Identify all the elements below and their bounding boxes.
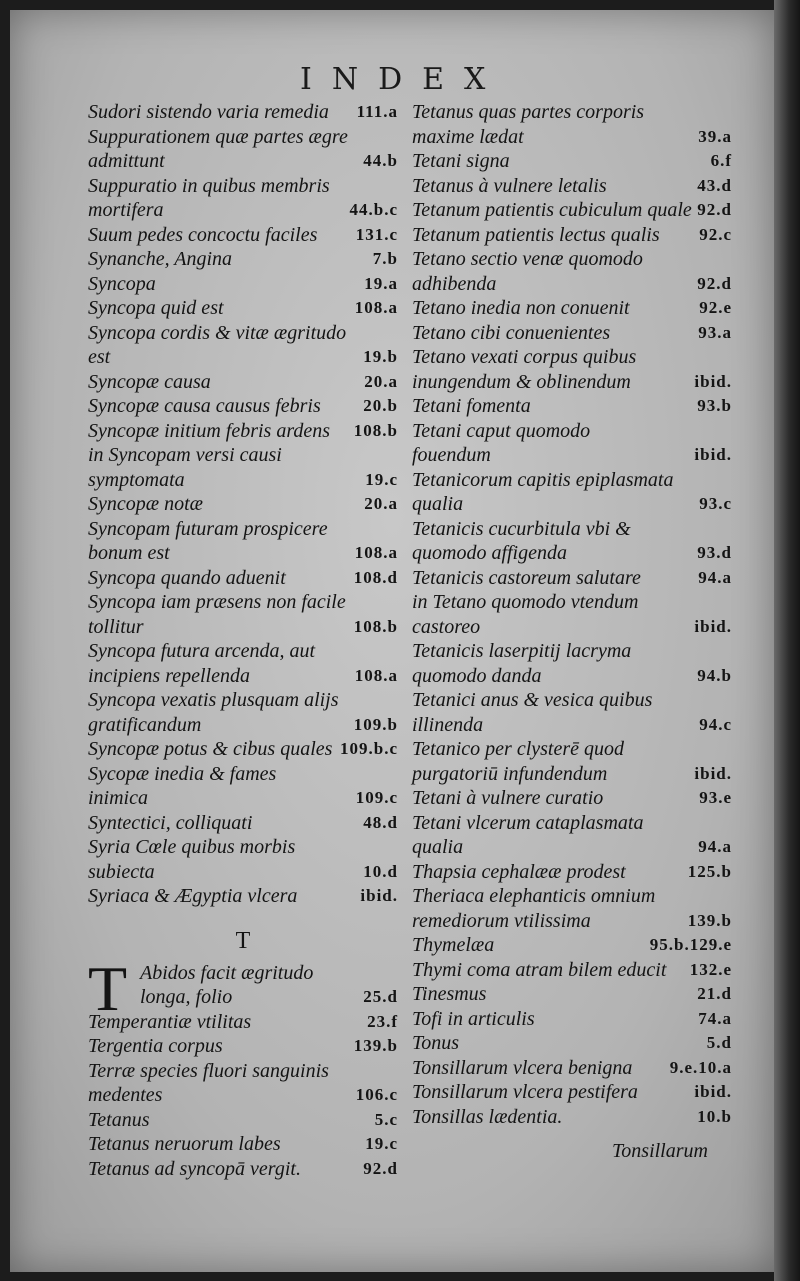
entry-text: Tetanicis laserpitij lacryma quomodo danda <box>412 640 632 687</box>
entry-ref: 5.c <box>374 1109 398 1129</box>
index-entry <box>88 590 398 639</box>
index-entry <box>88 272 398 297</box>
entry-text: Theriaca elephanticis omnium remediorum vtilissima <box>412 885 656 932</box>
entry-text: Terræ species fluori sanguinis medentes <box>88 1059 329 1106</box>
entry-ref: 92.d <box>363 1158 398 1178</box>
entry-ref: 109.b.c <box>340 739 398 758</box>
entry-text: Syncopam futuram prospicere bonum est <box>88 517 328 564</box>
entry-text: Syncopa iam præsens non facile tollitur <box>88 591 346 638</box>
index-entry <box>412 345 732 394</box>
entry-text: Tetanus neruorum labes <box>88 1133 281 1155</box>
entry-ref: 92.d <box>697 273 732 293</box>
entry-ref: 111.a <box>356 102 398 121</box>
index-entry <box>412 933 732 958</box>
entry-text: Tetani signa <box>412 150 510 172</box>
entry-text: Syria Cœle quibus morbis subiecta <box>88 836 296 883</box>
entry-text: Tetani vlcerum cataplasmata qualia <box>412 811 644 858</box>
entry-text: Syncopa vexatis plusquam alijs gratificandum <box>88 689 339 736</box>
entry-text: Tetanicis cucurbitula vbi & quomodo affigenda <box>412 517 631 564</box>
entry-ref: 93.d <box>697 543 732 562</box>
index-entry <box>88 566 398 591</box>
entry-ref: 93.c <box>699 494 732 513</box>
index-entry <box>412 639 732 688</box>
entry-ref: ibid. <box>694 616 732 636</box>
index-entry <box>412 394 732 419</box>
entry-ref: 10.d <box>363 861 398 881</box>
entry-text: Syncopa quando aduenit <box>88 566 286 589</box>
entry-text: Syncopæ notæ <box>88 493 203 515</box>
entry-ref: 9.e.10.a <box>669 1057 732 1077</box>
entry-text: Tonsillas lædentia. <box>412 1105 563 1128</box>
index-entry <box>412 198 732 223</box>
index-entry <box>88 100 398 125</box>
entry-text: Tetano vexati corpus quibus inungendum & oblinendum <box>412 346 637 393</box>
catchword: Tonsillarum <box>612 1140 708 1162</box>
index-entry <box>412 566 732 591</box>
entry-ref: 106.c <box>355 1085 398 1104</box>
entry-text: Suppurationem quæ partes ægre admittunt <box>88 125 348 172</box>
entry-ref: 139.b <box>687 910 732 930</box>
entry-ref: 108.a <box>354 543 398 562</box>
book-gutter-shadow <box>774 0 800 1281</box>
entry-ref: 108.a <box>354 665 398 685</box>
entry-text: Tetanicis castoreum salutare <box>412 566 641 589</box>
entry-ref: 23.f <box>367 1011 398 1031</box>
entry-text: Tetanus <box>88 1108 150 1131</box>
index-entry <box>412 1007 732 1032</box>
index-entry <box>412 688 732 737</box>
entry-text: Tetanus ad syncopā vergit. <box>88 1157 301 1180</box>
entry-text: Tetani fomenta <box>412 395 531 417</box>
entry-ref: 20.a <box>364 494 398 513</box>
entry-ref: 93.a <box>698 322 732 342</box>
index-entry <box>88 370 398 395</box>
entry-text: Tofi in articulis <box>412 1007 535 1030</box>
entry-ref: 6.f <box>710 151 732 170</box>
entry-ref: 25.d <box>363 987 398 1006</box>
entry-ref: 44.b <box>363 151 398 170</box>
entry-ref: 20.a <box>364 371 398 391</box>
index-entry <box>88 884 398 909</box>
entry-ref: 131.c <box>355 224 398 244</box>
index-entry <box>88 1157 398 1182</box>
entry-ref: 48.d <box>363 812 398 832</box>
entry-text: Tonsillarum vlcera benigna <box>412 1056 633 1079</box>
index-entry <box>412 321 732 346</box>
entry-ref: 95.b.129.e <box>649 935 732 954</box>
entry-ref: ibid. <box>694 445 732 464</box>
index-entry <box>412 419 732 468</box>
entry-text: Syncopa <box>88 272 156 295</box>
entry-text: Syntectici, colliquati <box>88 811 253 834</box>
index-entry <box>88 247 398 272</box>
entry-text: Tonsillarum vlcera pestifera <box>412 1081 638 1103</box>
entry-text: Syncopæ causa <box>88 370 211 393</box>
entry-ref: 19.a <box>364 273 398 293</box>
entry-ref: 74.a <box>698 1008 732 1028</box>
entry-text: Suppuratio in quibus membris mortifera <box>88 174 330 221</box>
entry-text: Tergentia corpus <box>88 1035 223 1057</box>
index-column-left <box>88 100 398 1181</box>
entry-ref: 94.c <box>699 714 732 734</box>
entry-text: Syncopæ causa causus febris <box>88 395 321 417</box>
entry-text: Tetani caput quomodo fouendum <box>412 419 591 466</box>
index-entry <box>412 149 732 174</box>
entry-text: Sycopæ inedia & fames inimica <box>88 762 277 809</box>
entry-text: Syncopa futura arcenda, aut incipiens repellenda <box>88 640 316 687</box>
index-entry <box>88 737 398 762</box>
entry-text: Suum pedes concoctu faciles <box>88 223 318 246</box>
index-entry <box>412 247 732 296</box>
entry-text: in Syncopam versi causi symptomata <box>88 444 282 491</box>
entry-ref: 5.d <box>706 1033 732 1052</box>
entry-text: Tetanicorum capitis epiplasmata qualia <box>412 468 674 515</box>
index-entry <box>412 1105 732 1130</box>
index-entry <box>88 223 398 248</box>
index-entry <box>412 982 732 1007</box>
entry-text: Thymi coma atram bilem educit <box>412 958 667 981</box>
entry-text: Sudori sistendo varia remedia <box>88 101 329 123</box>
index-entry <box>88 296 398 321</box>
index-entry <box>88 125 398 174</box>
index-entry <box>412 1056 732 1081</box>
index-entry <box>412 860 732 885</box>
index-entry <box>412 786 732 811</box>
drop-cap: T <box>88 952 128 1024</box>
entry-text: Tetano cibi conuenientes <box>412 321 611 344</box>
index-entry <box>88 1059 398 1108</box>
entry-text: Tetanici anus & vesica quibus illinenda <box>412 689 653 736</box>
entry-ref: 44.b.c <box>349 200 398 219</box>
entry-ref: 94.a <box>698 567 732 587</box>
entry-text: Tonus <box>412 1032 460 1054</box>
entry-ref: 109.c <box>355 788 398 807</box>
entry-ref: 92.e <box>699 298 732 317</box>
entry-text: Thymelæa <box>412 934 495 956</box>
index-entry <box>412 958 732 983</box>
entry-ref: 108.b <box>353 616 398 636</box>
entry-ref: 92.d <box>697 200 732 219</box>
index-entry <box>88 762 398 811</box>
entry-text: Tetanum patientis lectus qualis <box>412 223 660 246</box>
entry-ref: 108.b <box>353 420 398 440</box>
entry-ref: 94.b <box>697 665 732 685</box>
index-entry <box>88 419 398 444</box>
entry-text: Syriaca & Ægyptia vlcera <box>88 885 298 907</box>
entry-ref: 108.d <box>353 567 398 587</box>
index-entry <box>88 835 398 884</box>
index-entry <box>88 811 398 836</box>
entry-text: Tetanico per clysterē quod purgatoriū infundendum <box>412 738 625 785</box>
entry-ref: 93.e <box>699 788 732 807</box>
entry-ref: 93.b <box>697 396 732 415</box>
index-entry <box>412 468 732 517</box>
entry-ref: 20.b <box>363 396 398 415</box>
entry-text: Tetano sectio venæ quomodo adhibenda <box>412 248 643 295</box>
index-entry <box>88 492 398 517</box>
entry-text: Thapsia cephalææ prodest <box>412 860 626 883</box>
index-entry <box>88 1108 398 1133</box>
page-heading: INDEX <box>300 62 506 97</box>
entry-ref: 108.a <box>354 298 398 317</box>
index-entry <box>88 1034 398 1059</box>
entry-text: Tetanus à vulnere letalis <box>412 174 607 197</box>
index-entry <box>88 1132 398 1157</box>
index-entry <box>412 590 732 639</box>
entry-ref: 94.a <box>698 837 732 856</box>
entry-text: Tinesmus <box>412 983 487 1005</box>
entry-ref: 125.b <box>687 861 732 881</box>
entry-text: Synanche, Angina <box>88 248 233 270</box>
entry-text: in Tetano quomodo vtendum castoreo <box>412 591 639 638</box>
index-entry <box>412 737 732 786</box>
index-entry <box>412 517 732 566</box>
index-entry <box>88 1010 398 1035</box>
entry-text: Abidos facit ægritudo longa, folio <box>140 961 314 1008</box>
entry-ref: ibid. <box>694 371 732 391</box>
entry-ref: ibid. <box>694 1082 732 1101</box>
index-entry <box>412 223 732 248</box>
entry-ref: ibid. <box>360 886 398 905</box>
index-entry <box>88 394 398 419</box>
index-entry <box>88 517 398 566</box>
entry-text: Syncopæ potus & cibus quales <box>88 738 333 760</box>
entry-ref: 10.b <box>697 1106 732 1126</box>
entry-ref: 139.b <box>353 1036 398 1055</box>
entry-ref: 39.a <box>698 126 732 146</box>
entry-ref: 109.b <box>353 714 398 734</box>
entry-text: Temperantiæ vtilitas <box>88 1010 252 1033</box>
index-entry <box>412 1080 732 1105</box>
entry-ref: ibid. <box>694 763 732 783</box>
section-letter: T <box>235 927 251 954</box>
index-entry <box>412 884 732 933</box>
entry-ref: 21.d <box>697 984 732 1003</box>
index-entry <box>88 639 398 688</box>
index-entry <box>88 174 398 223</box>
entry-ref: 19.c <box>365 469 398 489</box>
index-entry <box>88 443 398 492</box>
entry-text: Tetano inedia non conuenit <box>412 297 630 319</box>
index-entry <box>412 811 732 860</box>
index-entry <box>412 174 732 199</box>
entry-text: Syncopa quid est <box>88 297 224 319</box>
entry-ref: 92.c <box>699 224 732 244</box>
entry-ref: 43.d <box>697 175 732 195</box>
entry-text: Syncopa cordis & vitæ ægritudo est <box>88 321 347 368</box>
entry-ref: 19.b <box>363 347 398 366</box>
entry-ref: 7.b <box>372 249 398 268</box>
index-column-right <box>412 100 732 1129</box>
entry-text: Tetanus quas partes corporis maxime lædat <box>412 101 645 148</box>
index-entry <box>412 296 732 321</box>
entry-text: Tetani à vulnere curatio <box>412 787 604 809</box>
entry-ref: 132.e <box>689 959 732 979</box>
index-entry <box>412 100 732 149</box>
entry-text: Syncopæ initium febris ardens <box>88 419 331 442</box>
index-entry <box>412 1031 732 1056</box>
entry-ref: 19.c <box>365 1134 398 1153</box>
entry-text: Tetanum patientis cubiculum quale <box>412 199 692 221</box>
index-entry <box>88 321 398 370</box>
index-entry <box>88 688 398 737</box>
